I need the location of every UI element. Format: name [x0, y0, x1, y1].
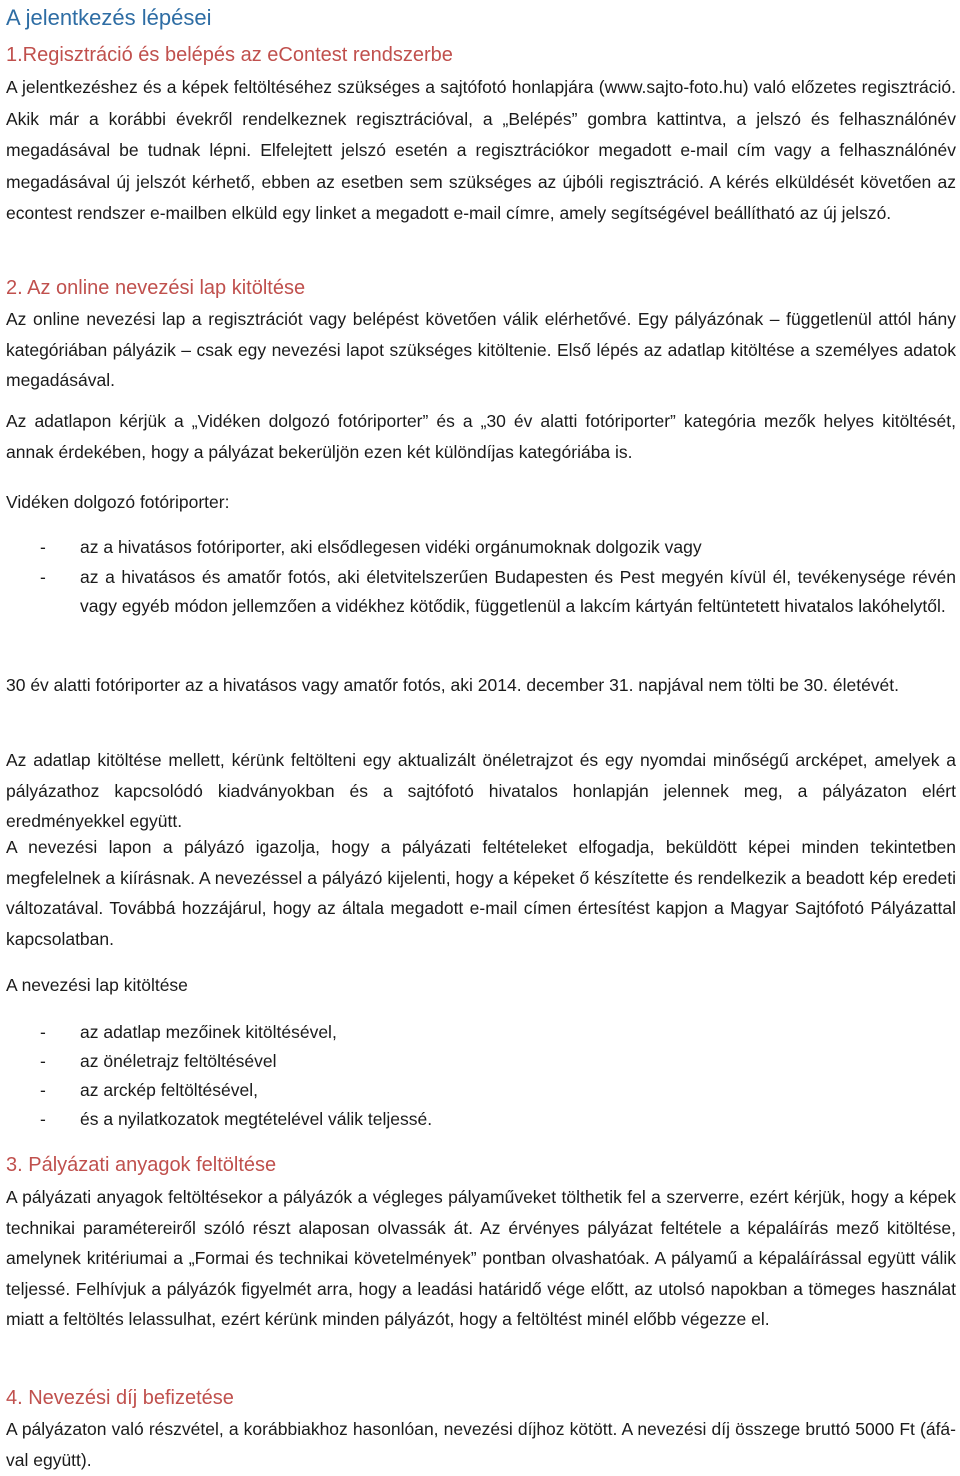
page-title: A jelentkezés lépései	[6, 5, 212, 30]
list-dash: -	[40, 1022, 46, 1042]
list-item-text: az arckép feltöltésével,	[80, 1080, 259, 1100]
list-item	[6, 1047, 956, 1076]
section-4-paragraph: A pályázaton való részvétel, a korábbiakhoz hasonlóan, nevezési díjhoz kötött. A nevezési díj összege bruttó 5000 Ft (áfá-val együtt).	[6, 1419, 956, 1470]
list-dash: -	[40, 566, 46, 587]
list-item	[6, 533, 956, 563]
adatlap-mellett-paragraph: Az adatlap kitöltése mellett, kérünk feltölteni egy aktualizált önéletrajzot és egy nyomdai minőségű arcképet, amelyek a pályázathoz kapcsolódó kiadványokban és a sajtófotó hivatalos honlapján jelennek meg, a pályázaton elért eredményekkel együtt.	[6, 750, 956, 831]
section-4-heading: 4. Nevezési díj befizetése	[6, 1387, 234, 1409]
section-1-paragraph: A jelentkezéshez és a képek feltöltéséhez szükséges a sajtófotó honlapjára (www.sajto-foto.hu) való előzetes regisztráció. Akik már a korábbi évekről rendelkeznek regisztrációval, a „Belépés” gombra kattintva, a jelszó és felhasználónév megadásával be tudnak lépni. Elfelejtett jelszó esetén a regisztrációkor megadott e-mail cím vagy a felhasználónév megadásával új jelszót kérhető, ebben az esetben sem szükséges az újbóli regisztráció. A kérés elküldését követően az econtest rendszer e-mailben elküld egy linket a megadott e-mail címre, amely segítségével beállítható az új jelszó.	[6, 77, 956, 223]
nevezesi-lapon-paragraph: A nevezési lapon a pályázó igazolja, hogy a pályázati feltételeket elfogadja, beküldött képei minden tekintetben megfelelnek a kiírásnak. A nevezéssel a pályázó kijelenti, hogy a képeket ő készítette és rendelkezik a beadott kép eredeti változatával. Továbbá hozzájárul, hogy az általa megadott e-mail címen értesítést kapjon a Magyar Sajtófotó Pályázattal kapcsolatban.	[6, 837, 956, 949]
list-item	[6, 563, 956, 622]
list-item	[6, 1076, 956, 1105]
list-item-text: az a hivatásos fotóriporter, aki elsődlegesen vidéki orgánumoknak dolgozik vagy	[80, 537, 702, 557]
list-dash: -	[40, 1080, 46, 1100]
section-1-heading: 1.Regisztráció és belépés az eContest rendszerbe	[6, 44, 453, 66]
section-2-intro: Az online nevezési lap a regisztrációt vagy belépést követően válik elérhetővé. Egy pályázónak – függetlenül attól hány kategóriában pályázik – csak egy nevezési lapot szükséges kitöltenie. Első lépés az adatlap kitöltése a személyes adatok megadásával.	[6, 309, 956, 390]
videken-label: Vidéken dolgozó fotóriporter:	[6, 492, 230, 512]
list-item-text: az a hivatásos és amatőr fotós, aki életvitelszerűen Budapesten és Pest megyén kívül él, tevékenysége révén vagy egyéb módon jellemzően a vidékhez kötődik, függetlenül a lakcím kártyán feltüntetett hivatalos lakóhelytől.	[80, 566, 956, 616]
videken-list	[6, 533, 956, 622]
list-dash: -	[40, 537, 46, 557]
kitoltese-label: A nevezési lap kitöltése	[6, 975, 188, 995]
list-dash: -	[40, 1109, 46, 1129]
list-dash: -	[40, 1051, 46, 1071]
section-2-adatlap-paragraph: Az adatlapon kérjük a „Vidéken dolgozó fotóriporter” és a „30 év alatti fotóriporter” kategória mezők helyes kitöltését, annak érdekében, hogy a pályázat bekerüljön ezen két különdíjas kategóriába is.	[6, 411, 956, 462]
section-2-heading: 2. Az online nevezési lap kitöltése	[6, 277, 306, 299]
harminc-ev-paragraph: 30 év alatti fotóriporter az a hivatásos vagy amatőr fotós, aki 2014. december 31. napjával nem tölti be 30. életévét.	[6, 675, 900, 695]
list-item-text: az adatlap mezőinek kitöltésével,	[80, 1022, 337, 1042]
list-item	[6, 1105, 956, 1134]
kitoltese-list	[6, 1018, 956, 1134]
section-3-paragraph: A pályázati anyagok feltöltésekor a pályázók a végleges pályaműveket tölthetik fel a szerverre, ezért kérjük, hogy a képek technikai paramétereiről szóló részt alaposan olvassák át. Az érvényes pályázat feltétele a képaláírás mező kitöltése, amelynek kritériumai a „Formai és technikai követelmények” pontban olvashatóak. A pályamű a képaláírással együtt válik teljessé. Felhívjuk a pályázók figyelmét arra, hogy a leadási határidő vége előtt, az utolsó napokban a tömeges használat miatt a feltöltés lelassulhat, ezért kérünk minden pályázót, hogy a feltöltést minél előbb végezze el.	[6, 1187, 956, 1329]
section-3-heading: 3. Pályázati anyagok feltöltése	[6, 1154, 277, 1176]
list-item	[6, 1018, 956, 1047]
list-item-text: az önéletrajz feltöltésével	[80, 1051, 277, 1071]
list-item-text: és a nyilatkozatok megtételével válik teljessé.	[80, 1109, 433, 1129]
